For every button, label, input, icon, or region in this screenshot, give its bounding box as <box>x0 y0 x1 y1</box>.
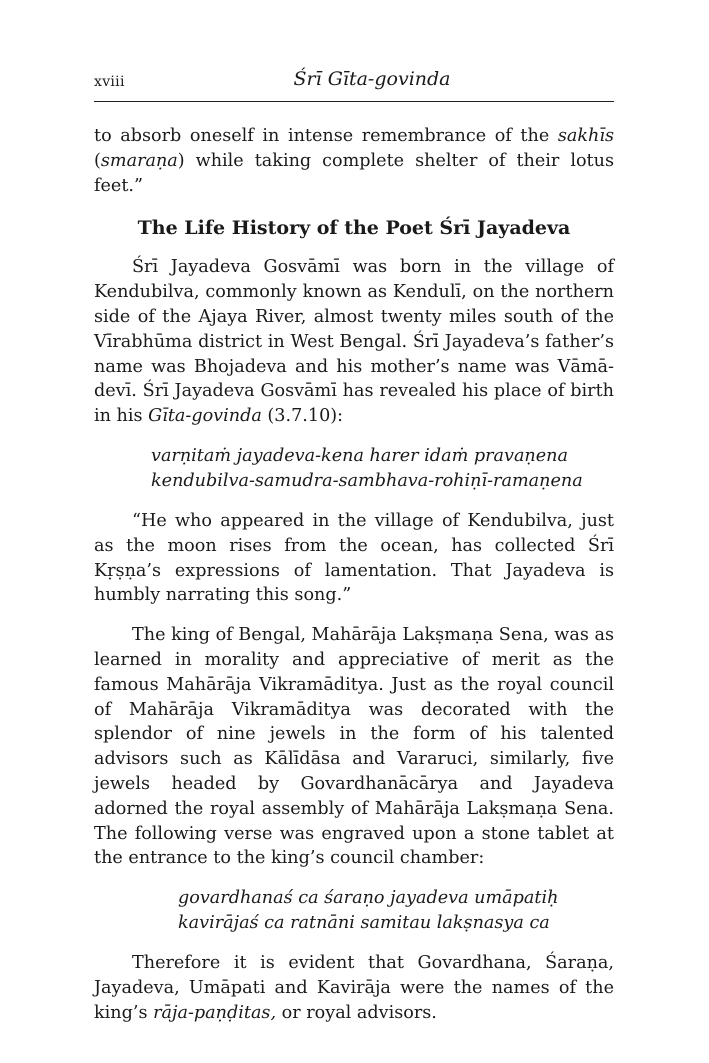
intro-text-1: to absorb oneself in intense remembrance of the <box>94 126 558 146</box>
intro-text-2: ( <box>94 150 101 171</box>
intro-term-sakhis: sakhīs <box>557 126 614 146</box>
p1-reference: (3.7.10): <box>261 406 344 427</box>
intro-paragraph <box>94 124 614 198</box>
verse-block-1 <box>94 444 614 494</box>
verse-block-2 <box>94 886 614 936</box>
running-title: Śrī Gīta-govinda <box>293 68 451 90</box>
running-header <box>94 66 614 96</box>
paragraph-birthplace <box>94 255 614 429</box>
paragraph-advisors <box>94 951 614 1025</box>
verse-1-line-1: varṇitaṁ jayadeva-kena harer idaṁ pravaṇena <box>151 445 568 466</box>
p1-title-gita-govinda: Gīta-govinda <box>148 406 262 427</box>
page-body <box>94 124 614 1026</box>
intro-text-3: ) while taking complete shelter of their lotus feet.” <box>94 150 614 196</box>
verse-2-line-2: kavirājaś ca ratnāni samitau lakṣnasya ca <box>178 913 550 934</box>
intro-term-smarana: smaraṇa <box>100 150 178 171</box>
paragraph-king: The king of Bengal, Mahārāja Lakṣmaṇa Sena, was as learned in morality and appreciative of merit as the famous Mahārāja Vikramāditya. Just as the royal council of Mahārāja Vikramāditya was decorated with the splendor of nine jewels in the form of his talented advisors such as Kālīdāsa and Vararuci, similarly, five jewels headed by Govardhanācārya and Jayadeva adorned the royal assembly of Mahārāja Lakṣmaṇa Sena. The following verse was engraved upon a stone tablet at the entrance to the king’s council chamber: <box>94 625 614 869</box>
p4-text: Therefore it is evident that Govardhana, Śaraṇa, Jayadeva, Umāpati and Kavirāja were the names of the king’s <box>94 953 614 1023</box>
verse-2-line-1: govardhanaś ca śaraṇo jayadeva umāpatiḥ <box>178 888 559 909</box>
verse-1-line-2: kendubilva-samudra-sambhava-rohiṇī-ramaṇena <box>151 470 583 491</box>
section-heading: The Life History of the Poet Śrī Jayadeva <box>137 217 571 240</box>
p1-text: Śrī Jayadeva Gosvāmī was born in the village of Kendubilva, commonly known as Kendulī, on the northern side of the Ajaya River, almost twenty miles south of the Vīrabhūma district in West Bengal. Śrī Jayadeva’s father’s name was Bhojadeva and his mother’s name was Vāmā-devī. Śrī Jayadeva Gosvāmī has revealed his place of birth in his <box>94 257 614 427</box>
header-rule <box>94 101 614 102</box>
p4-text-end: or royal advisors. <box>276 1002 437 1023</box>
page-number: xviii <box>94 74 125 90</box>
p4-term-raja-panditas: rāja-paṇḍitas, <box>153 1002 277 1023</box>
paragraph-translation: “He who appeared in the village of Kendubilva, just as the moon rises from the ocean, has collected Śrī Kṛṣṇa’s expressions of lamentation. That Jayadeva is humbly narrating this song.” <box>94 510 614 606</box>
